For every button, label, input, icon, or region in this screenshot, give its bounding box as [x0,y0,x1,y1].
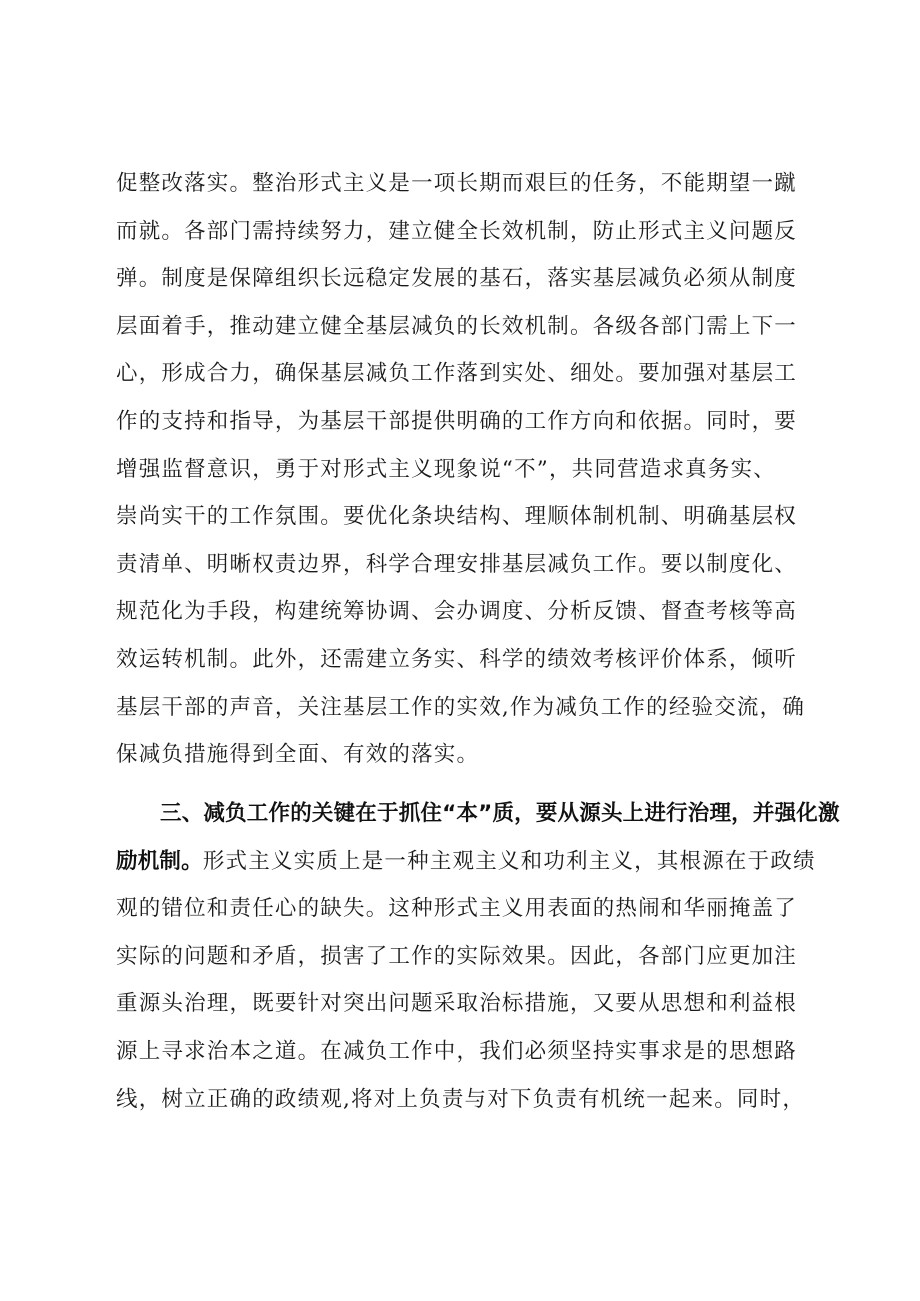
text-line: 弹。制度是保障组织长远稳定发展的基石，落实基层减负必须从制度 [116,266,798,292]
text-line: 层面着手，推动建立健全基层减负的长效机制。各级各部门需上下一 [116,313,798,339]
text-line: 实际的问题和矛盾，损害了工作的实际效果。因此，各部门应更加注 [116,943,798,969]
text-line: 而就。各部门需持续努力，建立健全长效机制，防止形式主义问题反 [116,218,798,244]
paragraph-1 [116,160,826,779]
text-line: 效运转机制。此外，还需建立务实、科学的绩效考核评价体系，倾听 [116,646,798,672]
text-line: 心，形成合力，确保基层减负工作落到实处、细处。要加强对基层工 [116,361,798,387]
text-line-rest: 形式主义实质上是一种主观主义和功利主义，其根源在于政绩 [202,848,816,874]
text-line [116,838,826,886]
text-line: 增强监督意识，勇于对形式主义现象说“不”，共同营造求真务实、 [116,456,776,482]
text-line: 重源头治理，既要针对突出问题采取治标措施，又要从思想和利益根 [116,991,798,1017]
text-line: 作的支持和指导，为基层干部提供明确的工作方向和依据。同时，要 [116,408,798,434]
text-line: 规范化为手段，构建统筹协调、会办调度、分析反馈、督查考核等高 [116,599,798,625]
text-line: 线，树立正确的政绩观,将对上负责与对下负责有机统一起来。同时， [116,1086,806,1112]
text-line: 促整改落实。整治形式主义是一项长期而艰巨的任务，不能期望一蹴 [116,171,798,196]
text-line: 观的错位和责任心的缺失。这种形式主义用表面的热闹和华丽掩盖了 [116,896,798,922]
text-line: 崇尚实干的工作氛围。要优化条块结构、理顺体制机制、明确基层权 [116,504,798,530]
text-line: 责清单、明晰权责边界，科学合理安排基层减负工作。要以制度化、 [116,551,798,577]
section-heading-end: 励机制。 [116,848,203,874]
text-line: 源上寻求治本之道。在减负工作中，我们必须坚持实事求是的思想路 [116,1038,798,1064]
text-line: 保减负措施得到全面、有效的落实。 [116,742,480,768]
paragraph-2 [116,790,840,1123]
section-heading-line: 三、减负工作的关键在于抓住“本”质，要从源头上进行治理，并强化激 [160,801,840,826]
text-line: 基层干部的声音，关注基层工作的实效,作为减负工作的经验交流，确 [116,694,806,720]
